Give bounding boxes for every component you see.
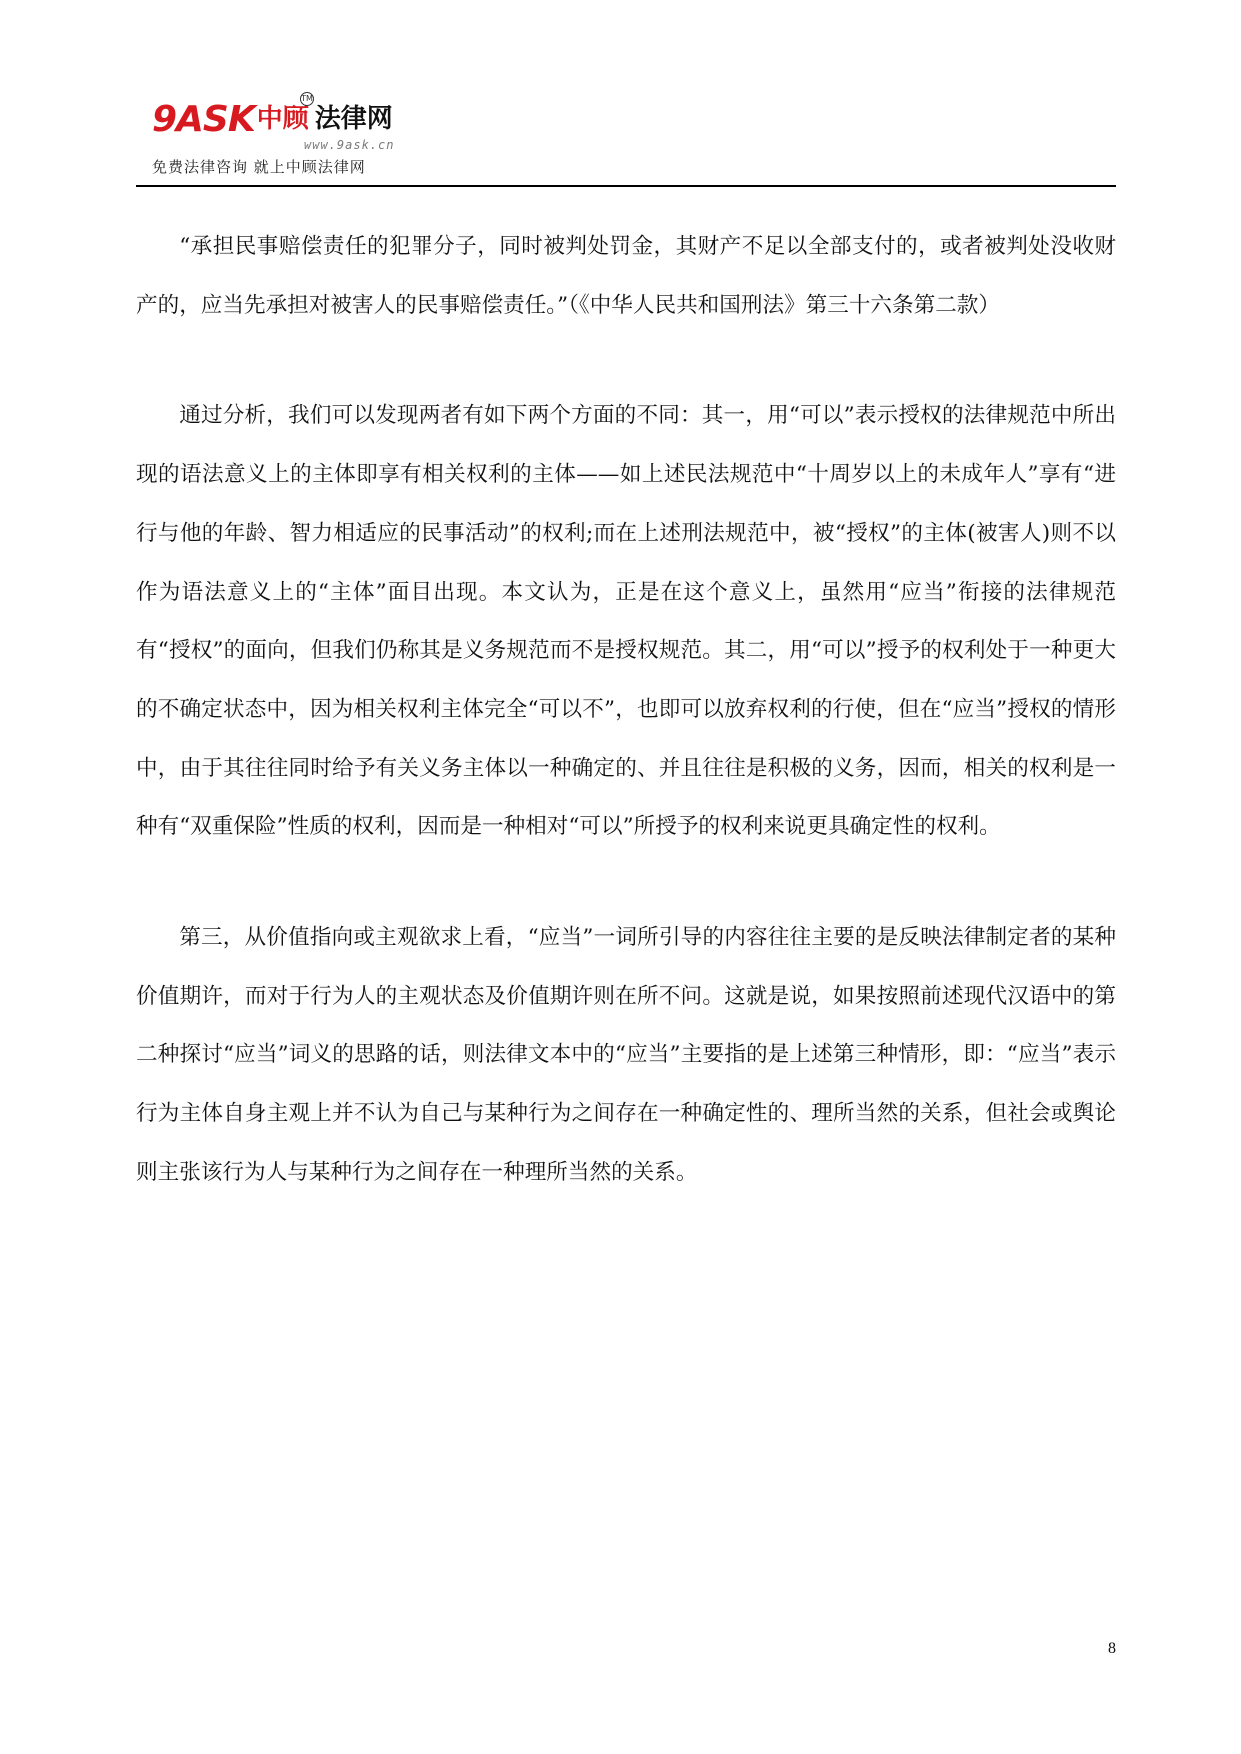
page-header <box>136 88 1116 188</box>
site-logo <box>152 88 452 178</box>
paragraph: 通过分析，我们可以发现两者有如下两个方面的不同：其一，用“可以”表示授权的法律规范中所出现的语法意义上的主体即享有相关权利的主体——如上述民法规范中“十周岁以上的未成年人”享有“进行与他的年龄、智力相适应的民事活动”的权利;而在上述刑法规范中，被“授权”的主体(被害人)则不以作为语法意义上的“主体”面目出现。本文认为，正是在这个意义上，虽然用“应当”衔接的法律规范有“授权”的面向，但我们仍称其是义务规范而不是授权规范。其二，用“可以”授予的权利处于一种更大的不确定状态中，因为相关权利主体完全“可以不”，也即可以放弃权利的行使，但在“应当”授权的情形中，由于其往往同时给予有关义务主体以一种确定的、并且往往是积极的义务，因而，相关的权利是一种有“双重保险”性质的权利，因而是一种相对“可以”所授予的权利来说更具确定性的权利。 <box>136 403 1116 840</box>
logo-url: www.9ask.cn <box>304 138 395 152</box>
logo-site-name: 法律网 <box>314 104 393 134</box>
paragraph: 第三，从价值指向或主观欲求上看，“应当”一词所引导的内容往往主要的是反映法律制定者的某种价值期许，而对于行为人的主观状态及价值期许则在所不问。这就是说，如果按照前述现代汉语中的第二种探讨“应当”词义的思路的话，则法律文本中的“应当”主要指的是上述第三种情形，即：“应当”表示行为主体自身主观上并不认为自己与某种行为之间存在一种确定性的、理所当然的关系，但社会或舆论则主张该行为人与某种行为之间存在一种理所当然的关系。 <box>136 925 1116 1185</box>
logo-slogan: 免费法律咨询 就上中顾法律网 <box>152 158 366 176</box>
logo-wordmark <box>152 99 393 140</box>
logo-brand-name: 中顾 <box>256 104 309 134</box>
paragraph: “承担民事赔偿责任的犯罪分子，同时被判处罚金，其财产不足以全部支付的，或者被判处没收财产的，应当先承担对被害人的民事赔偿责任。”（《中华人民共和国刑法》第三十六条第二款） <box>136 234 1116 318</box>
document-body <box>136 218 1116 1255</box>
trademark-icon: TM <box>300 92 314 106</box>
logo-mark: 9ASK <box>152 99 255 140</box>
page-number: 8 <box>1108 1640 1116 1657</box>
header-divider <box>136 185 1116 187</box>
